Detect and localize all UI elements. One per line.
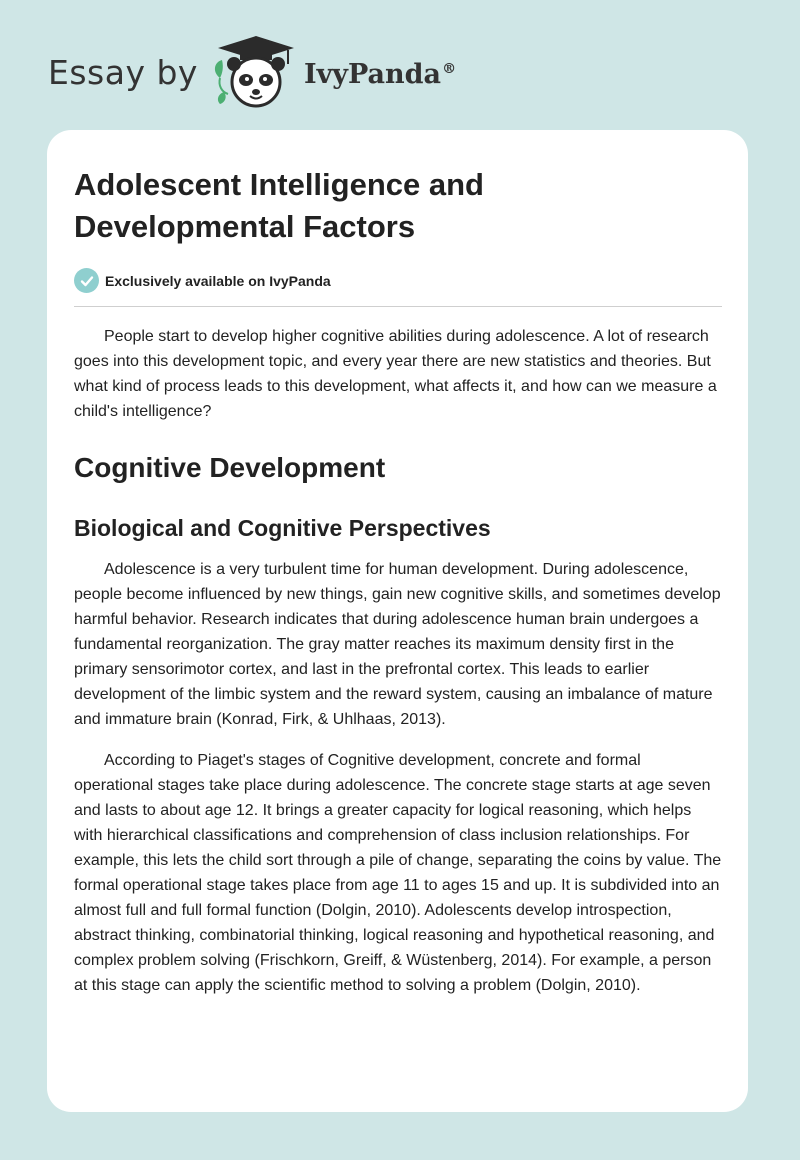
subsection-heading: Biological and Cognitive Perspectives (74, 515, 491, 541)
essay-card (47, 130, 748, 1112)
section-heading: Cognitive Development (74, 452, 386, 483)
essay-by-label: Essay by (48, 52, 198, 92)
exclusive-badge-row (74, 268, 722, 307)
body-paragraph: Adolescence is a very turbulent time for human development. During adolescence, people become influenced by new things, gain new cognitive skills, and sometimes develop harmful behavior. Research indicates that during adolescence human brain undergoes a fundamental reorganization. The gray matter reaches its maximum density first in the primary sensorimotor cortex, and last in the prefrontal cortex. This leads to earlier development of the limbic system and the reward system, causing an imbalance of mature and immature brain (Konrad, Firk, & Uhlhaas, 2013). (74, 561, 721, 728)
panda-logo-icon[interactable] (210, 34, 302, 110)
registered-mark: ® (442, 60, 457, 77)
site-header (48, 34, 748, 110)
essay-title: Adolescent Intelligence and Developmental Factors (74, 167, 484, 244)
body-paragraph: According to Piaget's stages of Cognitive development, concrete and formal operational stages take place during adolescence. The concrete stage starts at age seven and lasts to about age 12. It brings a greater capacity for logical reasoning, which helps with hierarchical classifications and comprehension of class inclusion relationships. For example, this lets the child sort through a pile of change, separating the coins by value. The formal operational stage takes place from age 11 to ages 15 and up. It is subdivided into an almost full and full formal function (Dolgin, 2010). Adolescents develop introspection, abstract thinking, combinatorial thinking, logical reasoning and hypothetical reasoning, and complex problem solving (Frischkorn, Greiff, & Wüstenberg, 2014). For example, a person at this stage can apply the scientific method to solving a problem (Dolgin, 2010). (74, 752, 722, 994)
brand-name[interactable]: IvyPanda® (303, 58, 457, 90)
exclusive-badge-label: Exclusively available on IvyPanda (105, 272, 331, 289)
intro-paragraph: People start to develop higher cognitive abilities during adolescence. A lot of research goes into this development topic, and every year there are new statistics and theories. But what kind of process leads to this development, what affects it, and how can we measure a child's intelligence? (74, 328, 717, 420)
check-icon (74, 268, 99, 293)
